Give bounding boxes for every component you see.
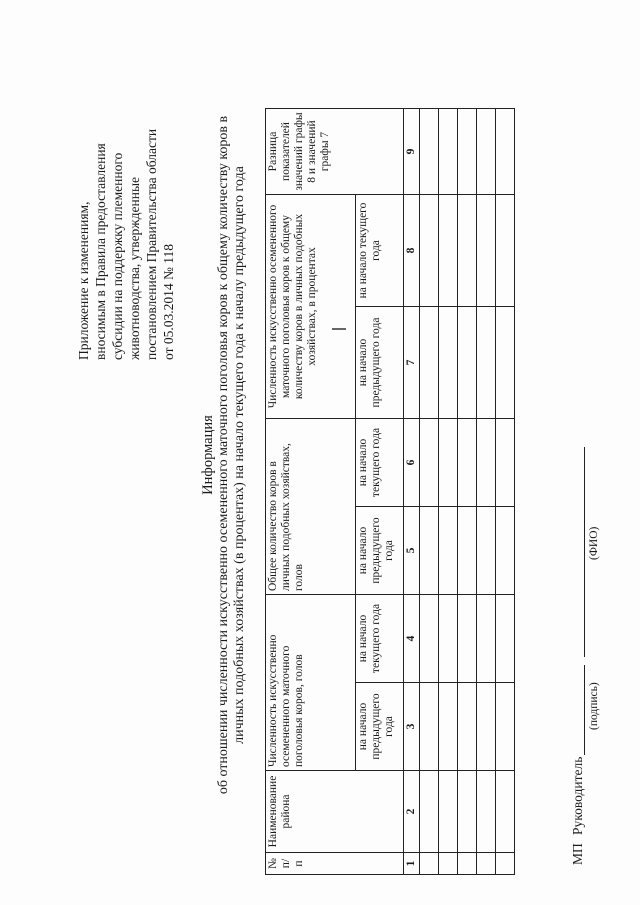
column-number: 7 bbox=[404, 307, 420, 419]
annex-line: постановлением Правительства области bbox=[144, 128, 159, 360]
column-number: 2 bbox=[404, 771, 420, 853]
header-num: № п/п bbox=[266, 853, 404, 875]
signature-line bbox=[584, 665, 585, 755]
annex-line: животноводства, утвержденные bbox=[127, 176, 142, 360]
annex-line: вносимым в Правила предоставления bbox=[93, 143, 108, 360]
stamp-place-label: МП bbox=[570, 843, 585, 865]
column-number: 8 bbox=[404, 195, 420, 307]
table-row bbox=[458, 109, 477, 875]
data-table bbox=[265, 108, 515, 875]
column-number: 5 bbox=[404, 507, 420, 595]
subheader-cur-year: на начало текущего года bbox=[356, 595, 404, 683]
annex-note bbox=[75, 30, 177, 360]
head-label: Руководитель bbox=[570, 756, 585, 835]
signature-caption: (подпись) bbox=[588, 682, 600, 730]
table-row bbox=[496, 109, 515, 875]
header-district: Наименование района bbox=[266, 771, 404, 853]
fio-line bbox=[584, 447, 585, 657]
fio-caption: (ФИО) bbox=[588, 526, 600, 560]
column-number: 3 bbox=[404, 683, 420, 771]
subheader-row bbox=[356, 109, 404, 875]
subheader-cur-year: на начало текущего года bbox=[356, 419, 404, 507]
title-heading: Информация bbox=[200, 415, 216, 495]
header-row bbox=[266, 109, 356, 875]
subheader-cur-year: на начало текущего года bbox=[356, 195, 404, 307]
annex-line: от 05.03.2014 № 118 bbox=[161, 244, 176, 360]
title-line: об отношении численности искусственно осемененного маточного поголовья коров к общему количеству коров в bbox=[216, 115, 231, 795]
table-row bbox=[439, 109, 458, 875]
scan-artifact bbox=[332, 328, 346, 330]
header-group-percent: Численность искусственно осемененного маточного поголовья коров к общему количеству коров в личных подобных хозяйствах, в процентах bbox=[266, 195, 356, 419]
table-row bbox=[420, 109, 439, 875]
annex-line: субсидии на поддержку племенного bbox=[110, 152, 125, 360]
annex-line: Приложение к изменениям, bbox=[76, 201, 91, 360]
header-difference: Разница показателей значений графы 8 и значений графы 7 bbox=[266, 109, 404, 195]
subheader-prev-year: на начало предыдущего года bbox=[356, 683, 404, 771]
title-line: личных подобных хозяйствах (в процентах) на начало текущего года к началу предыдущего года bbox=[232, 166, 247, 744]
subheader-prev-year: на начало предыдущего года bbox=[356, 507, 404, 595]
table-row bbox=[477, 109, 496, 875]
column-number: 1 bbox=[404, 853, 420, 875]
subheader-prev-year: на начало предыдущего года bbox=[356, 307, 404, 419]
column-number: 6 bbox=[404, 419, 420, 507]
header-group-inseminated: Численность искусственно осемененного маточного поголовья коров, голов bbox=[266, 595, 356, 771]
header-group-total: Общее количество коров в личных подобных хозяйствах, голов bbox=[266, 419, 356, 595]
column-number: 9 bbox=[404, 109, 420, 195]
column-number: 4 bbox=[404, 595, 420, 683]
document-title bbox=[200, 85, 248, 825]
column-number-row bbox=[404, 109, 420, 875]
